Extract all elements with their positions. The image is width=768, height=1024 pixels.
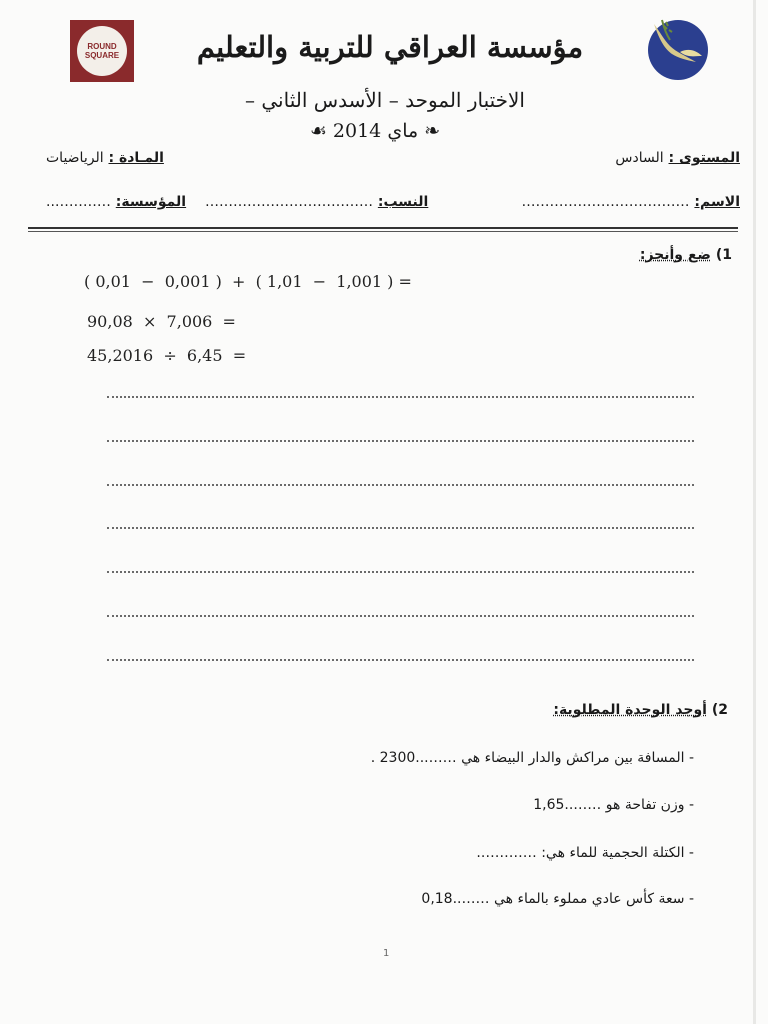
ornament-icon: ☙	[309, 120, 333, 142]
family-dots[interactable]: ………………………………	[205, 194, 373, 210]
question-2-number: 2)	[711, 702, 728, 718]
question-2-label: أوجد الوحدة المطلوبة:	[553, 702, 707, 718]
question-1-number: 1)	[715, 247, 732, 263]
item-text: - سعة كأس عادي مملوء بالماء هي	[493, 891, 694, 907]
item-text: - الكتلة الحجمية للماء هي:	[541, 845, 694, 861]
name-dots[interactable]: ………………………………	[521, 194, 690, 210]
expression-1: ( 0,01 − 0,001 ) + ( 1,01 − 1,001 ) =	[84, 272, 412, 291]
dove-logo-icon	[640, 12, 712, 84]
family-label: النسب:	[377, 194, 429, 210]
institution-dots[interactable]: …………..	[46, 194, 111, 210]
list-item	[476, 845, 694, 861]
institution-label: المؤسسة:	[115, 194, 187, 210]
list-item	[533, 797, 694, 813]
answer-line[interactable]	[107, 659, 694, 661]
level-value: السادس	[615, 150, 664, 166]
answer-line[interactable]	[107, 527, 694, 529]
expression-2: 90,08 × 7,006 =	[87, 312, 236, 331]
subject-label: المـادة :	[108, 150, 164, 166]
round-square-logo	[70, 20, 134, 82]
ornament-icon: ❧	[418, 120, 441, 142]
answer-line[interactable]	[107, 484, 694, 486]
family-field[interactable]	[205, 194, 428, 210]
institution-name: مؤسسة العراقي للتربية والتعليم	[196, 30, 584, 64]
header-divider-thin	[28, 231, 738, 232]
item-answer[interactable]: ……..1,65	[533, 797, 602, 813]
answer-line[interactable]	[107, 571, 694, 573]
item-answer[interactable]: ………….	[476, 845, 537, 861]
item-text: - وزن تفاحة هو	[605, 797, 694, 813]
institution-field[interactable]	[46, 194, 186, 210]
question-1-title	[640, 247, 732, 263]
list-item	[421, 891, 694, 907]
header-divider	[28, 227, 738, 229]
answer-line[interactable]	[107, 440, 694, 442]
level-label: المستوى :	[668, 150, 740, 166]
name-field[interactable]	[522, 194, 740, 210]
scan-edge	[753, 0, 756, 1024]
question-1-label: ضع وأنجز:	[639, 247, 711, 263]
subject-value: الرياضيات	[46, 150, 104, 166]
exam-title: الاختبار الموحد – الأسدس الثاني –	[245, 88, 525, 112]
answer-line[interactable]	[107, 396, 694, 398]
exam-date	[300, 120, 450, 142]
list-item	[371, 750, 694, 766]
question-2-title	[553, 702, 728, 718]
round-square-logo-text: ROUND SQUARE	[77, 26, 127, 76]
item-text: - المسافة بين مراكش والدار البيضاء هي	[461, 750, 694, 766]
subject-field	[46, 150, 164, 166]
item-answer[interactable]: ……...2300 .	[370, 750, 457, 766]
expression-3: 45,2016 ÷ 6,45 =	[87, 346, 247, 365]
answer-line[interactable]	[107, 615, 694, 617]
level-field	[615, 150, 740, 166]
item-answer[interactable]: ……..0,18	[421, 891, 490, 907]
page-number: 1	[383, 948, 390, 959]
name-label: الاسم:	[694, 194, 740, 210]
exam-date-text: ماي 2014	[332, 120, 419, 142]
